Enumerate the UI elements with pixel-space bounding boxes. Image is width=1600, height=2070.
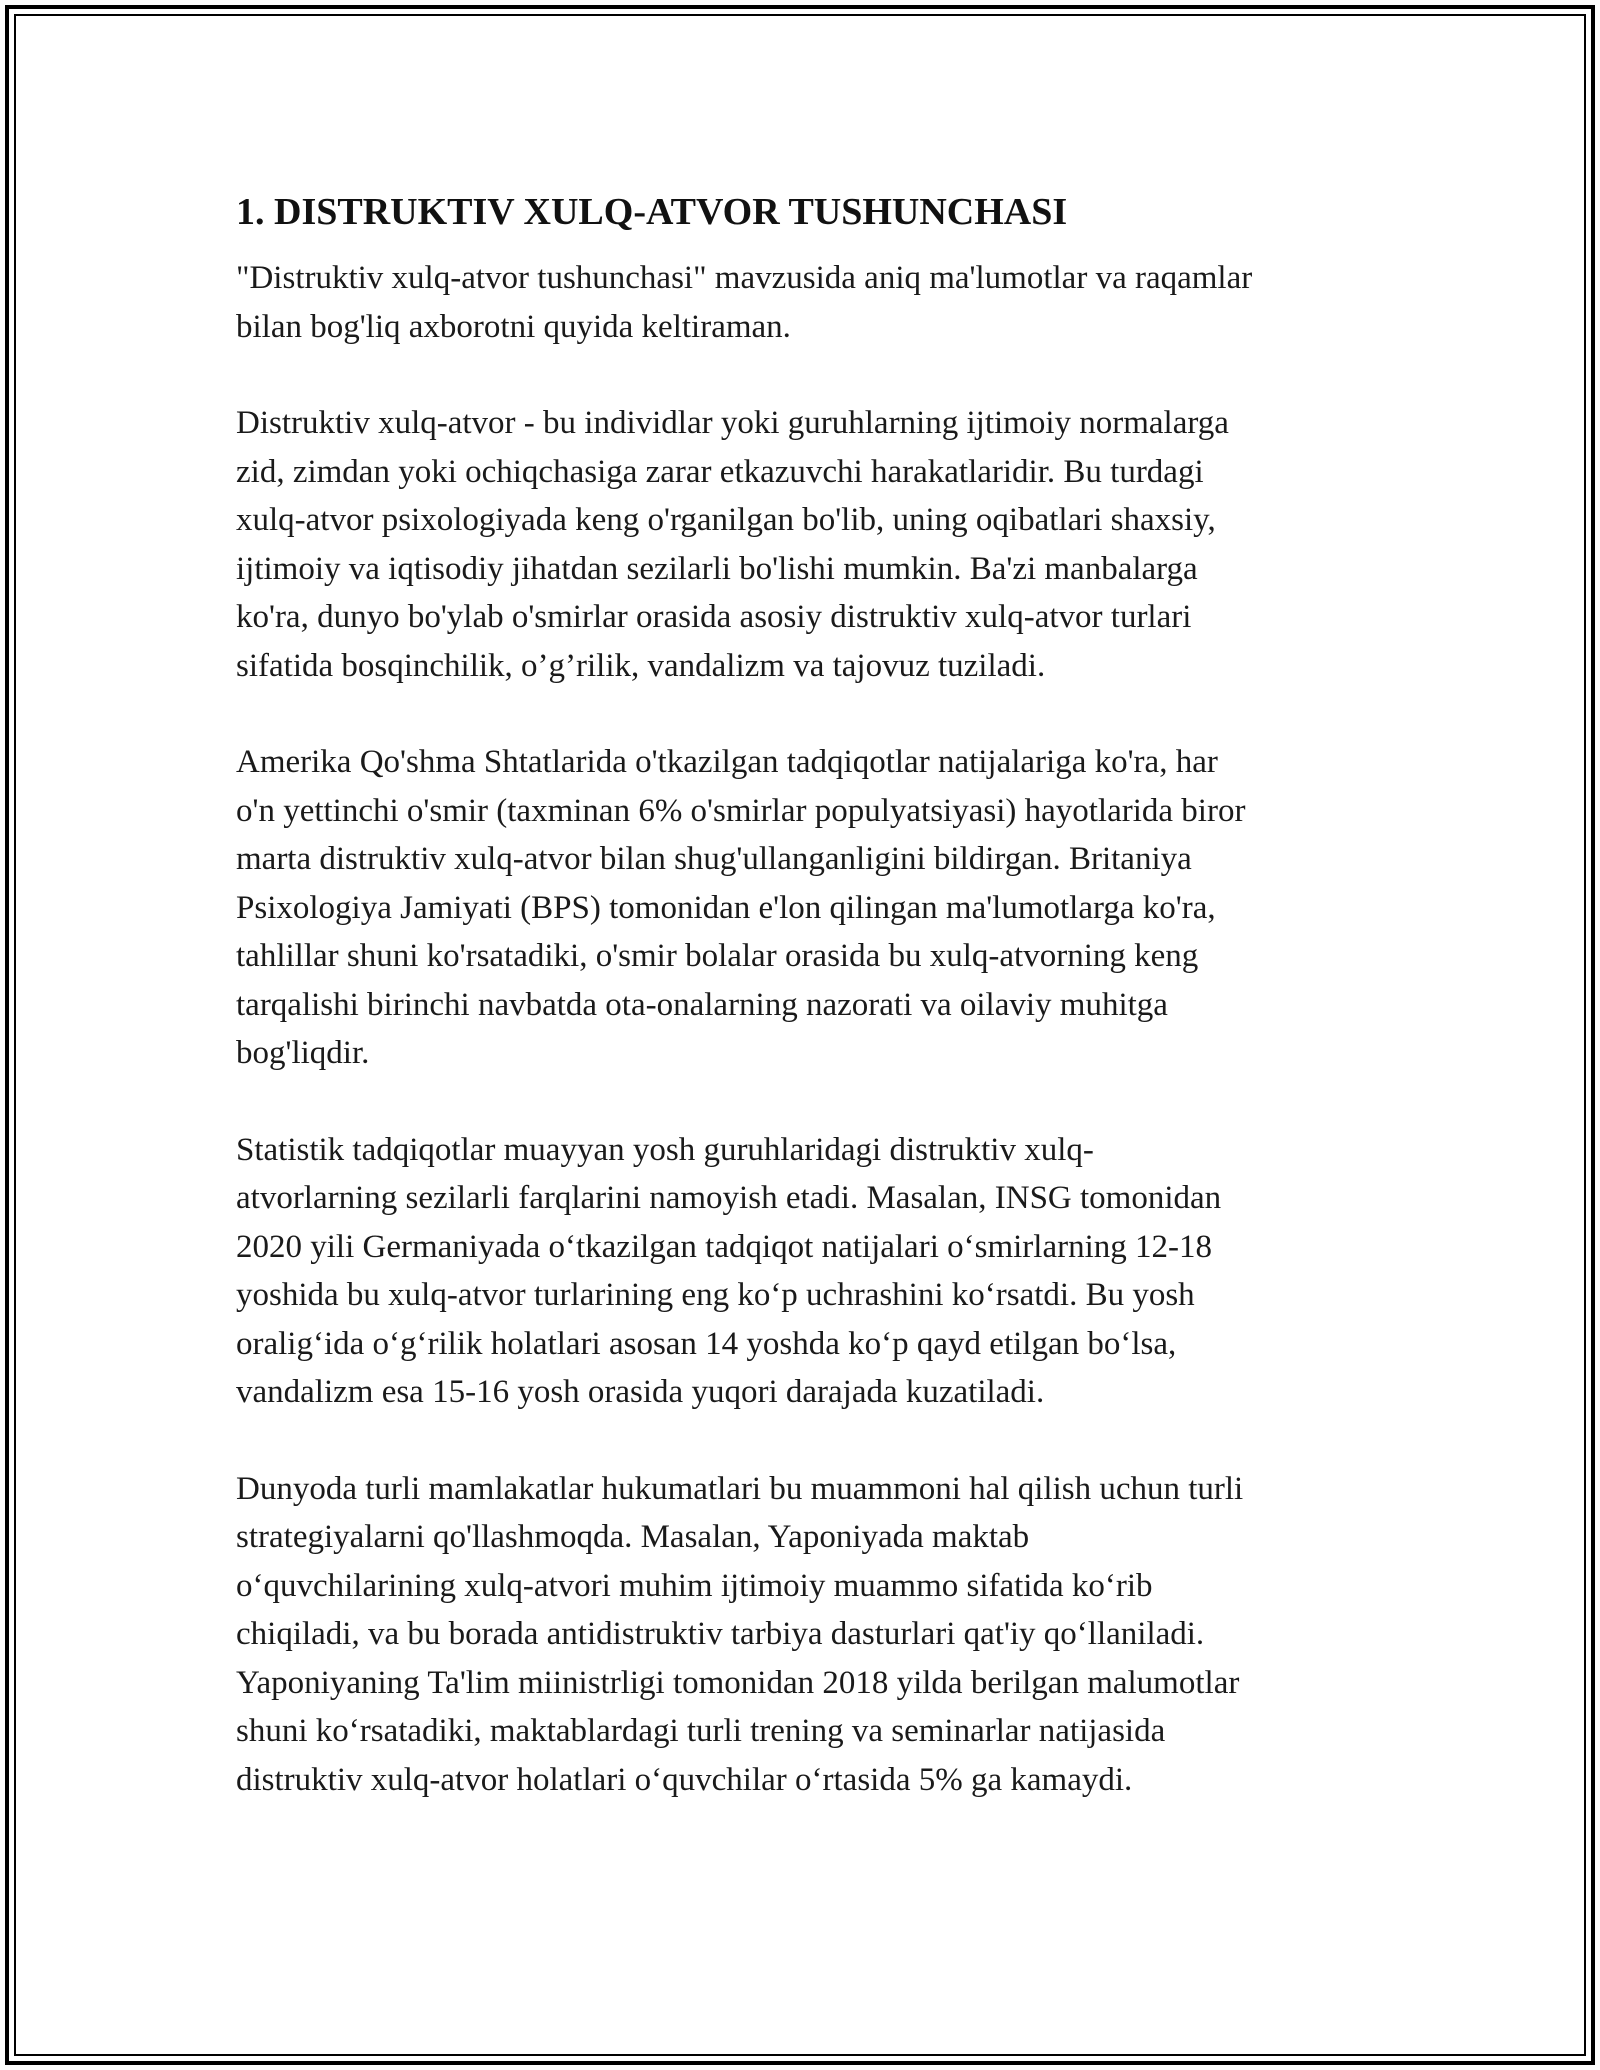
text-line: sifatida bosqinchilik, o’g’rilik, vandalizm va tajovuz tuziladi. [236,647,1046,684]
text-line: o'n yettinchi o'smir (taxminan 6% o'smirlar populyatsiyasi) hayotlarida biror [236,792,1246,829]
text-line: oraligʻida oʻgʻrilik holatlari asosan 14 yoshda koʻp qayd etilgan boʻlsa, [236,1325,1177,1362]
text-line: 2020 yili Germaniyada oʻtkazilgan tadqiqot natijalari oʻsmirlarning 12-18 [236,1228,1212,1265]
text-line: tarqalishi birinchi navbatda ota-onalarning nazorati va oilaviy muhitga [236,986,1168,1023]
text-line: yoshida bu xulq-atvor turlarining eng koʻp uchrashini koʻrsatdi. Bu yosh [236,1277,1195,1313]
text-line: oʻquvchilarining xulq-atvori muhim ijtimoiy muammo sifatida koʻrib [236,1567,1153,1604]
text-line: xulq-atvor psixologiyada keng o'rganilgan bo'lib, uning oqibatlari shaxsiy, [236,502,1216,538]
text-line: ijtimoiy va iqtisodiy jihatdan sezilarli bo'lishi mumkin. Ba'zi manbalarga [236,550,1198,587]
document-title: 1. DISTRUKTIV XULQ-ATVOR TUSHUNCHASI [236,191,1068,233]
paragraph-definition [236,399,1376,690]
text-line: bog'liqdir. [236,1035,370,1071]
text-line: tahlillar shuni ko'rsatadiki, o'smir bolalar orasida bu xulq-atvorning keng [236,938,1199,974]
text-line: vandalizm esa 15-16 yosh orasida yuqori darajada kuzatiladi. [236,1374,1045,1410]
text-line: bilan bog'liq axborotni quyida keltiraman. [236,308,791,345]
text-line: zid, zimdan yoki ochiqchasiga zarar etkazuvchi harakatlaridir. Bu turdagi [236,453,1204,490]
text-line: ko'ra, dunyo bo'ylab o'smirlar orasida asosiy distruktiv xulq-atvor turlari [236,599,1192,635]
text-line: Yaponiyaning Ta'lim miinistrligi tomonidan 2018 yilda berilgan malumotlar [236,1664,1240,1701]
text-line: chiqiladi, va bu borada antidistruktiv tarbiya dasturlari qat'iy qoʻllaniladi. [236,1616,1205,1652]
text-line: Psixologiya Jamiyati (BPS) tomonidan e'lon qilingan ma'lumotlarga ko'ra, [236,889,1216,926]
paragraph-intro [236,254,1376,351]
text-line: "Distruktiv xulq-atvor tushunchasi" mavzusida aniq ma'lumotlar va raqamlar [236,260,1253,296]
text-line: Amerika Qo'shma Shtatlarida o'tkazilgan tadqiqotlar natijalariga ko'ra, har [236,744,1218,780]
text-line: Distruktiv xulq-atvor - bu individlar yoki guruhlarning ijtimoiy normalarga [236,405,1229,441]
paragraph-usa-research [236,738,1376,1078]
text-line: distruktiv xulq-atvor holatlari oʻquvchilar oʻrtasida 5% ga kamaydi. [236,1761,1133,1798]
text-line: Statistik tadqiqotlar muayyan yosh guruhlaridagi distruktiv xulq- [236,1131,1094,1168]
text-line: Dunyoda turli mamlakatlar hukumatlari bu muammoni hal qilish uchun turli [236,1470,1244,1507]
paragraph-statistics [236,1126,1376,1417]
paragraph-strategies [236,1465,1376,1805]
text-line: strategiyalarni qo'llashmoqda. Masalan, Yaponiyada maktab [236,1519,1030,1555]
text-line: marta distruktiv xulq-atvor bilan shug'ullanganligini bildirgan. Britaniya [236,841,1192,877]
document-body [236,188,1376,1852]
text-line: atvorlarning sezilarli farqlarini namoyish etadi. Masalan, INSG tomonidan [236,1180,1222,1216]
text-line: shuni koʻrsatadiki, maktablardagi turli trening va seminarlar natijasida [236,1713,1166,1749]
